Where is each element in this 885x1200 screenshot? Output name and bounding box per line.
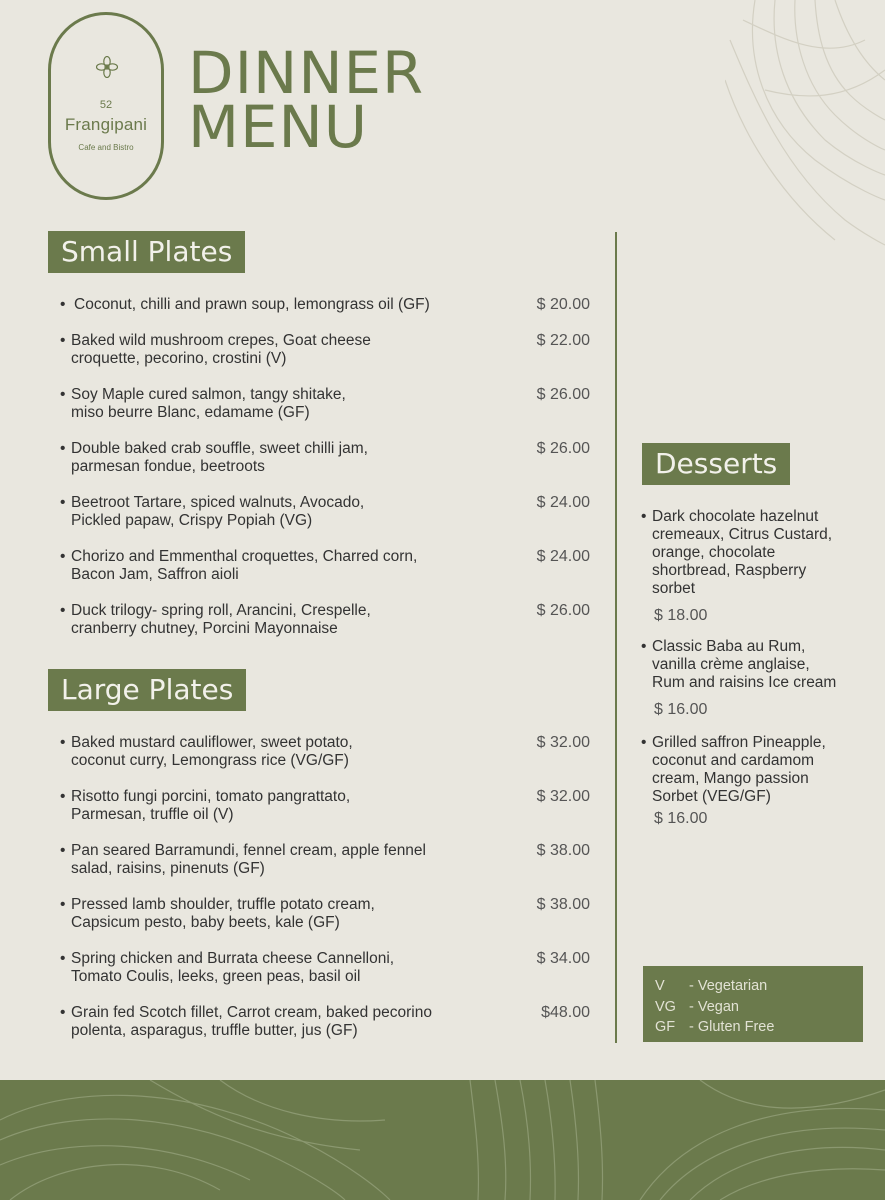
item-description: Pan seared Barramundi, fennel cream, apple fennel salad, raisins, pinenuts (GF) [71,842,426,877]
item-description: Baked mustard cauliflower, sweet potato, coconut curry, Lemongrass rice (VG/GF) [71,734,353,769]
legend-label: - Gluten Free [689,1019,775,1035]
leaf-pattern-icon [0,1080,885,1200]
menu-item: • Beetroot Tartare, spiced walnuts, Avocado, Pickled papaw, Crispy Popiah (VG) $ 24.00 [60,494,590,529]
item-price: $ 38.00 [536,896,590,913]
small-plates-heading: Small Plates [48,231,245,273]
leaf-decoration-icon [725,0,885,250]
dessert-description: Dark chocolate hazelnut cremeaux, Citrus Custard, orange, chocolate shortbread, Raspberry sorbet [652,508,833,597]
menu-item: • Double baked crab souffle, sweet chilli jam, parmesan fondue, beetroots $ 26.00 [60,440,590,475]
logo-subtitle: Cafe and Bistro [78,143,134,152]
item-price: $ 24.00 [536,494,590,511]
item-price: $ 32.00 [536,788,590,805]
page-title [188,39,425,161]
item-description: Duck trilogy- spring roll, Arancini, Crespelle, cranberry chutney, Porcini Mayonnaise [71,602,371,637]
menu-item: • Soy Maple cured salmon, tangy shitake, miso beurre Blanc, edamame (GF) $ 26.00 [60,386,590,421]
item-price: $ 34.00 [536,950,590,967]
desserts-heading: Desserts [642,443,790,485]
item-description: Chorizo and Emmenthal croquettes, Charred corn, Bacon Jam, Saffron aioli [71,548,418,583]
dessert-description: Grilled saffron Pineapple, coconut and cardamom cream, Mango passion Sorbet (VEG/GF) [652,734,826,805]
menu-item: • Grain fed Scotch fillet, Carrot cream, baked pecorino polenta, asparagus, truffle butter, jus (GF) $48.00 [60,1004,590,1039]
item-description: Double baked crab souffle, sweet chilli jam, parmesan fondue, beetroots [71,440,368,475]
item-description: Baked wild mushroom crepes, Goat cheese croquette, pecorino, crostini (V) [71,332,371,367]
menu-item: • Pan seared Barramundi, fennel cream, apple fennel salad, raisins, pinenuts (GF) $ 38.00 [60,842,590,877]
column-divider [615,232,617,1043]
title-line-1: DINNER [188,39,425,107]
menu-item: • Spring chicken and Burrata cheese Cannelloni, Tomato Coulis, leeks, green peas, basil oil $ 34.00 [60,950,590,985]
item-description: Coconut, chilli and prawn soup, lemongrass oil (GF) [74,296,430,313]
item-description: Risotto fungi porcini, tomato pangrattato, Parmesan, truffle oil (V) [71,788,351,823]
dessert-item: • Classic Baba au Rum, vanilla crème anglaise, Rum and raisins Ice cream $ 16.00 [641,638,876,719]
dessert-item: • Grilled saffron Pineapple, coconut and cardamom cream, Mango passion Sorbet (VEG/GF) $ 16.00 [641,734,876,828]
dessert-item: • Dark chocolate hazelnut cremeaux, Citrus Custard, orange, chocolate shortbread, Raspberry sorbet $ 18.00 [641,508,876,625]
item-price: $ 32.00 [536,734,590,751]
menu-item: • Risotto fungi porcini, tomato pangrattato, Parmesan, truffle oil (V) $ 32.00 [60,788,590,823]
dessert-price: $ 16.00 [654,810,708,827]
item-description: Spring chicken and Burrata cheese Cannelloni, Tomato Coulis, leeks, green peas, basil oil [71,950,395,985]
item-price: $48.00 [541,1004,590,1021]
flower-icon [96,56,118,78]
logo-name: Frangipani [64,115,148,134]
legend-row [655,1017,863,1038]
menu-item: • Pressed lamb shoulder, truffle potato cream, Capsicum pesto, baby beets, kale (GF) $ 38.00 [60,896,590,931]
footer-band [0,1080,885,1200]
menu-item: • Chorizo and Emmenthal croquettes, Charred corn, Bacon Jam, Saffron aioli $ 24.00 [60,548,590,583]
item-description: Beetroot Tartare, spiced walnuts, Avocado, Pickled papaw, Crispy Popiah (VG) [71,494,365,529]
item-price: $ 20.00 [536,296,590,313]
legend-row [655,976,863,997]
legend-label: - Vegan [689,998,739,1015]
menu-item: • Baked wild mushroom crepes, Goat cheese croquette, pecorino, crostini (V) $ 22.00 [60,332,590,367]
legend-code: V [655,978,665,994]
menu-item: • Duck trilogy- spring roll, Arancini, Crespelle, cranberry chutney, Porcini Mayonnaise $ 26.00 [60,602,590,637]
dessert-price: $ 18.00 [654,607,708,624]
item-price: $ 26.00 [536,440,590,457]
item-description: Grain fed Scotch fillet, Carrot cream, baked pecorino polenta, asparagus, truffle butter, jus (GF) [71,1004,432,1039]
item-price: $ 24.00 [536,548,590,565]
item-description: Pressed lamb shoulder, truffle potato cream, Capsicum pesto, baby beets, kale (GF) [71,896,375,931]
dietary-legend [643,966,863,1042]
item-description: Soy Maple cured salmon, tangy shitake, miso beurre Blanc, edamame (GF) [71,386,346,421]
item-price: $ 26.00 [536,386,590,403]
legend-code: VG [655,998,676,1015]
legend-row [655,997,863,1018]
item-price: $ 38.00 [536,842,590,859]
brand-logo [48,12,164,200]
title-line-2: MENU [188,93,369,161]
dessert-price: $ 16.00 [654,701,708,718]
legend-code: GF [655,1019,676,1035]
large-plates-heading: Large Plates [48,669,246,711]
menu-item: • Coconut, chilli and prawn soup, lemongrass oil (GF) $ 20.00 [60,296,590,313]
dessert-description: Classic Baba au Rum, vanilla crème anglaise, Rum and raisins Ice cream [652,638,837,691]
item-price: $ 26.00 [536,602,590,619]
item-price: $ 22.00 [536,332,590,349]
menu-item: • Baked mustard cauliflower, sweet potato, coconut curry, Lemongrass rice (VG/GF) $ 32.00 [60,734,590,769]
logo-number: 52 [99,99,113,111]
legend-label: - Vegetarian [689,978,768,994]
